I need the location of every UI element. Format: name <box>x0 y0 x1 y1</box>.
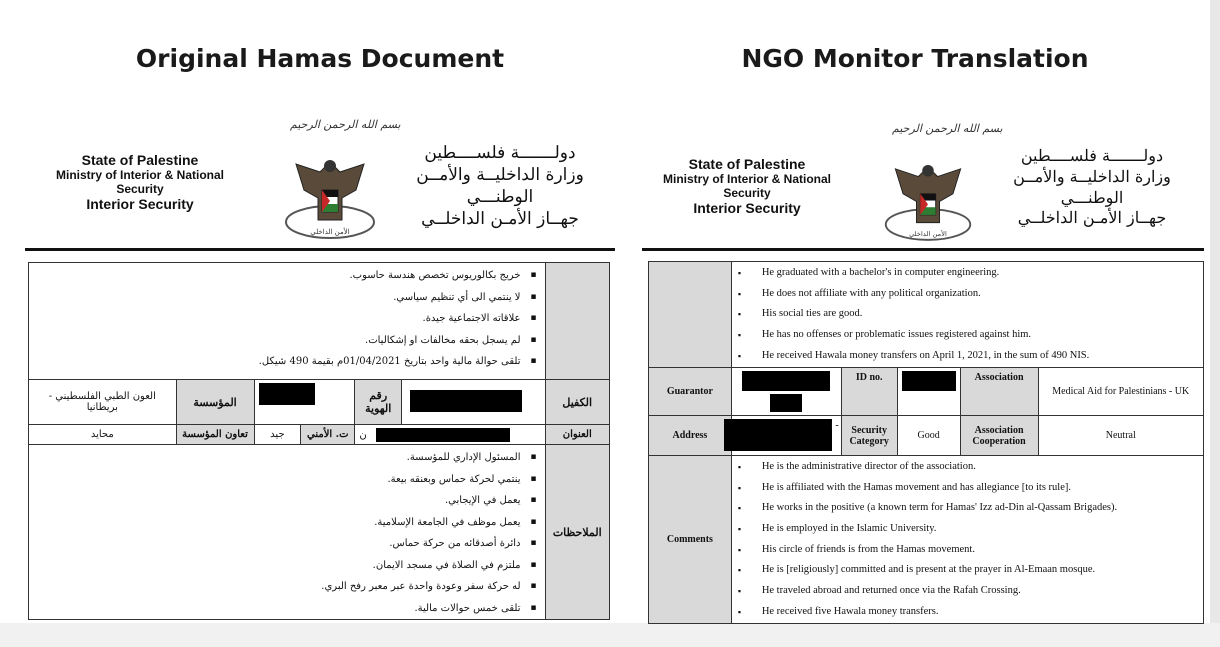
translation-top-notes-cell <box>731 262 1203 368</box>
translation-comment-3: ▪ He works in the positive (a known term for Hamas' Izz ad-Din al-Qassam Brigades). <box>732 498 1203 519</box>
header-divider <box>25 248 615 251</box>
title-original-document: Original Hamas Document <box>135 44 505 73</box>
original-comment-3: ▪ يعمل في الإيجابي. <box>29 490 545 512</box>
original-top-label-cell <box>545 263 610 380</box>
translation-comment-7: ▪ He traveled abroad and returned once via the Rafah Crossing. <box>732 581 1203 602</box>
translation-eagle-emblem-icon <box>880 155 976 247</box>
original-cooperation-label: تعاون المؤسسة <box>176 425 254 445</box>
bismillah-calligraphy: بسم الله الرحمن الرحيم <box>290 118 401 131</box>
eagle-emblem-icon <box>280 150 380 245</box>
translation-comment-4: ▪ He is employed in the Islamic University. <box>732 519 1203 540</box>
original-top-notes-cell <box>29 263 546 380</box>
translation-comment-8: ▪ He received five Hawala money transfers. <box>732 602 1203 623</box>
translation-comment-1: ▪ He is the administrative director of the association. <box>732 457 1203 478</box>
translation-comments-list <box>732 457 1203 623</box>
original-comments-cell <box>29 445 546 620</box>
translation-header-en-line4: Interior Security <box>693 200 801 216</box>
original-comment-1: ▪ المسئول الإداري للمؤسسة. <box>29 447 545 469</box>
header-en-line4: Interior Security <box>86 196 194 212</box>
translation-bismillah: بسم الله الرحمن الرحيم <box>892 122 1003 135</box>
original-note-3: ▪ علاقاته الاجتماعية جيدة. <box>29 308 545 330</box>
original-association-value: العون الطبي الفلسطيني - بريطانيا <box>29 380 177 425</box>
original-id-value <box>254 380 355 425</box>
translation-table <box>648 261 1204 624</box>
translation-note-3: ▪ His social ties are good. <box>732 304 1203 325</box>
translation-header-arabic <box>997 146 1187 229</box>
redaction-guarantor <box>410 390 522 412</box>
original-note-4: ▪ لم يسجل بحقه مخالفات او إشكاليات. <box>29 330 545 352</box>
title-translation: NGO Monitor Translation <box>741 44 1089 73</box>
translation-redaction-address <box>724 419 832 451</box>
original-guarantor-value <box>402 380 545 425</box>
translation-header-en-line1: State of Palestine <box>688 156 806 172</box>
header-en-line2: Ministry of Interior & National <box>55 168 224 182</box>
header-ar-line2: وزارة الداخليــة والأمــن <box>416 165 584 186</box>
translation-header-ar-line4: جهــاز الأمـن الداخلــي <box>1017 208 1167 228</box>
translation-comment-6: ▪ He is [religiously] committed and is present at the prayer in Al-Emaan mosque. <box>732 560 1203 581</box>
translation-header-divider <box>642 248 1204 251</box>
translation-header-ar-line1: دولـــــــة فلســــطين <box>1020 146 1164 165</box>
header-ar-line3: الوطنـــي <box>466 187 534 208</box>
translation-note-5: ▪ He received Hawala money transfers on April 1, 2021, in the sum of 490 NIS. <box>732 346 1203 367</box>
translation-note-4: ▪ He has no offenses or problematic issues registered against him. <box>732 325 1203 346</box>
translation-guarantor-label: Guarantor <box>649 368 732 416</box>
translation-redaction-guarantor-1 <box>742 371 830 391</box>
original-comment-5: ▪ دائرة أصدقائه من حركة حماس. <box>29 533 545 555</box>
translation-note-2: ▪ He does not affiliate with any political organization. <box>732 284 1203 305</box>
translation-header-en-line3: Security <box>723 186 771 200</box>
original-address-label: العنوان <box>545 425 610 445</box>
translation-id-value <box>897 368 960 416</box>
original-comment-7: ▪ له حركة سفر وعودة واحدة عبر معبر رفح البري. <box>29 576 545 598</box>
original-comment-4: ▪ يعمل موظف في الجامعة الإسلامية. <box>29 512 545 534</box>
translation-cooperation-label: Association Cooperation <box>960 416 1038 456</box>
translation-header-ar-line2: وزارة الداخليــة والأمــن <box>1013 166 1171 186</box>
translation-redaction-guarantor-2 <box>770 394 802 412</box>
translation-address-label: Address <box>649 416 732 456</box>
translation-id-label: ID no. <box>841 368 897 416</box>
svg-text:الأمن الداخلي: الأمن الداخلي <box>909 230 947 239</box>
original-table <box>28 262 610 620</box>
original-top-notes-list <box>29 265 545 373</box>
translation-redaction-id <box>902 371 956 391</box>
header-en-line3: Security <box>116 182 164 196</box>
original-note-2: ▪ لا ينتمي الى أي تنظيم سياسي. <box>29 287 545 309</box>
translation-note-1: ▪ He graduated with a bachelor's in computer engineering. <box>732 263 1203 284</box>
translation-cooperation-value: Neutral <box>1038 416 1204 456</box>
translation-address-value <box>731 416 841 456</box>
svg-text:الأمن الداخلي: الأمن الداخلي <box>310 228 350 236</box>
original-comment-8: ▪ تلقى خمس حوالات مالية. <box>29 598 545 620</box>
original-comments-label: الملاحظات <box>545 445 610 620</box>
header-en-line1: State of Palestine <box>81 152 199 168</box>
original-id-label: رقم الهوية <box>355 380 402 425</box>
translation-header-en-line2: Ministry of Interior & National <box>662 172 831 186</box>
translation-security-label: Security Category <box>841 416 897 456</box>
header-ar-line4: جهــاز الأمـن الداخلــي <box>421 209 579 230</box>
redaction-address <box>376 428 510 442</box>
original-comments-list <box>29 447 545 619</box>
header-ar-line1: دولـــــــة فلســــطين <box>424 143 576 163</box>
original-address-value <box>355 425 545 445</box>
translation-comments-label: Comments <box>649 456 732 624</box>
original-association-label: المؤسسة <box>176 380 254 425</box>
translation-comment-2: ▪ He is affiliated with the Hamas movement and has allegiance [to its rule]. <box>732 478 1203 499</box>
translation-address-partial: j - <box>830 420 839 431</box>
header-arabic <box>400 142 600 230</box>
original-note-5: ▪ تلقى حوالة مالية واحد بتاريخ 01/04/2021م بقيمة 490 شيكل. <box>29 351 545 373</box>
original-security-value: جيد <box>254 425 301 445</box>
translation-comment-5: ▪ His circle of friends is from the Hamas movement. <box>732 540 1203 561</box>
translation-security-value: Good <box>897 416 960 456</box>
redaction-id <box>259 383 315 405</box>
translation-guarantor-value <box>731 368 841 416</box>
header-english <box>40 152 240 212</box>
original-comment-2: ▪ ينتمي لحركة حماس وبعنقه بيعة. <box>29 469 545 491</box>
translation-top-notes-list <box>732 263 1203 366</box>
translation-comments-cell <box>731 456 1203 624</box>
original-address-partial: ن <box>359 429 367 441</box>
translation-top-label-cell <box>649 262 732 368</box>
bottom-band <box>0 623 1220 647</box>
original-comment-6: ▪ ملتزم في الصلاة في مسجد الايمان. <box>29 555 545 577</box>
translation-association-value: Medical Aid for Palestinians - UK <box>1038 368 1204 416</box>
translation-association-label: Association <box>960 368 1038 416</box>
original-security-label: ت. الأمني <box>301 425 355 445</box>
translation-header-ar-line3: الوطنـــي <box>1060 187 1124 207</box>
translation-header-english <box>652 156 842 216</box>
original-note-1: ▪ خريج بكالوريوس تخصص هندسة حاسوب. <box>29 265 545 287</box>
original-cooperation-value: محايد <box>29 425 177 445</box>
original-guarantor-label: الكفيل <box>545 380 610 425</box>
right-edge-bar <box>1210 0 1220 647</box>
